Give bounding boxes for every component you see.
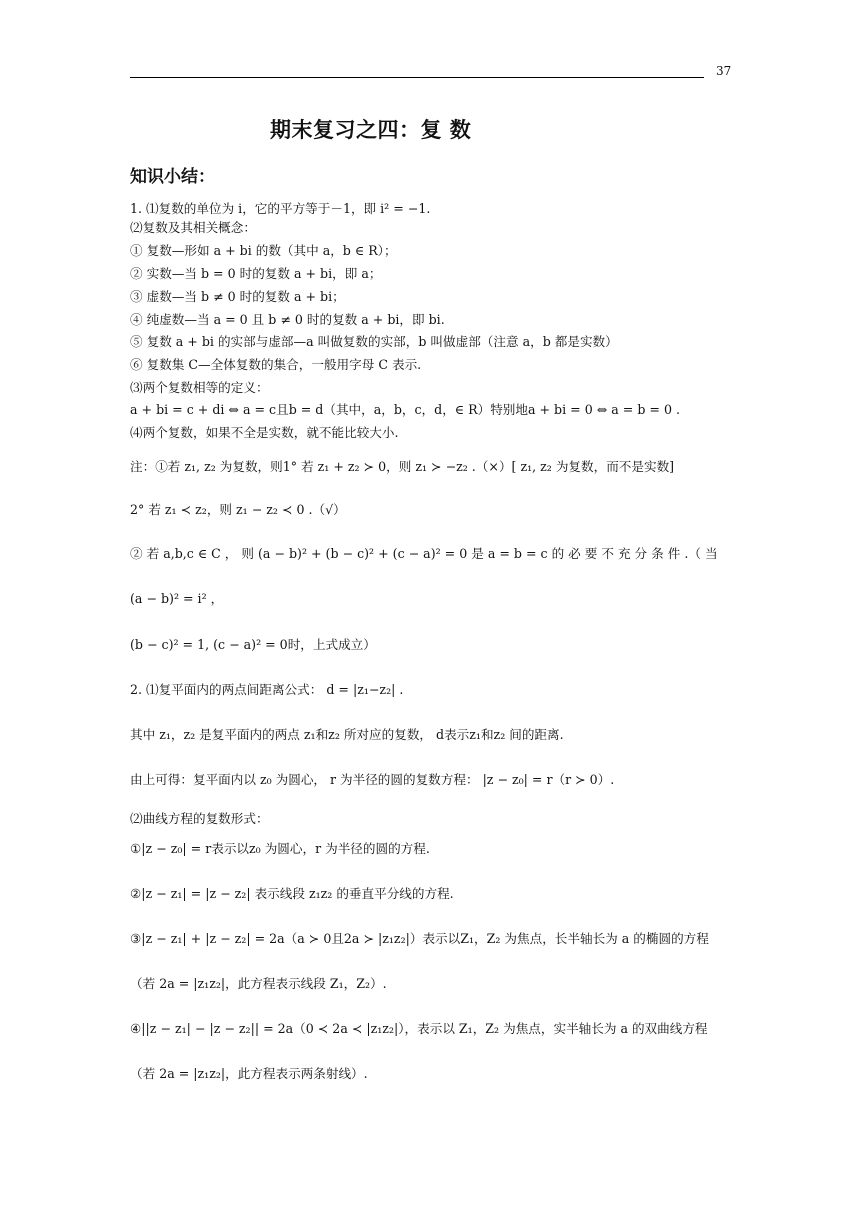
text-line: 2° 若 z₁ ≺ z₂，则 z₁ − z₂ ≺ 0 .（√） [130, 502, 346, 517]
text-line: ② 实数—当 b = 0 时的复数 a + bi，即 a； [130, 266, 382, 281]
text-line: ②|z − z₁| = |z − z₂| 表示线段 z₁z₂ 的垂直平分线的方程. [130, 886, 454, 901]
text-line: (a − b)² = i² ， [130, 591, 224, 606]
text-line: ③|z − z₁| + |z − z₂| = 2a（a ≻ 0且2a ≻ |z₁z₂|）表示以Z₁，Z₂ 为焦点，长半轴长为 a 的椭圆的方程 [130, 931, 709, 946]
text-line: ④||z − z₁| − |z − z₂|| = 2a（0 ≺ 2a ≺ |z₁z₂|），表示以 Z₁，Z₂ 为焦点，实半轴长为 a 的双曲线方程 [130, 1021, 708, 1036]
text-line: 注：①若 z₁, z₂ 为复数，则1° 若 z₁ + z₂ ≻ 0，则 z₁ ≻ −z₂ .（×）[ z₁, z₂ 为复数，而不是实数] [130, 459, 675, 474]
text-line: ⑵复数及其相关概念： [130, 220, 256, 235]
text-line: 其中 z₁，z₂ 是复平面内的两点 z₁和z₂ 所对应的复数， d表示z₁和z₂ 间的距离. [130, 727, 564, 742]
text-line: ⑶两个复数相等的定义： [130, 380, 269, 395]
text-line: ② 若 a,b,c ∈ C ， 则 (a − b)² + (b − c)² + (c − a)² = 0 是 a = b = c 的 必 要 不 充 分 条 件 .（ 当 [130, 546, 718, 561]
text-line: ③ 虚数—当 b ≠ 0 时的复数 a + bi； [130, 289, 345, 304]
text-line: ①|z − z₀| = r表示以z₀ 为圆心，r 为半径的圆的方程. [130, 841, 430, 856]
text-line: ④ 纯虚数—当 a = 0 且 b ≠ 0 时的复数 a + bi，即 bi. [130, 312, 445, 327]
page-title: 期末复习之四：复 数 [270, 118, 472, 142]
text-line: (b − c)² = 1, (c − a)² = 0时，上式成立） [130, 637, 376, 652]
text-line: 1. ⑴复数的单位为 i，它的平方等于－1，即 i² = −1. [130, 201, 431, 216]
text-line: ⑤ 复数 a + bi 的实部与虚部—a 叫做复数的实部，b 叫做虚部（注意 a，b 都是实数） [130, 334, 618, 349]
text-line: 2. ⑴复平面内的两点间距离公式： d = |z₁−z₂| . [130, 682, 404, 697]
page-number: 37 [716, 64, 732, 78]
text-line: ⑷两个复数，如果不全是实数，就不能比较大小. [130, 425, 399, 440]
text-line: ⑥ 复数集 C—全体复数的集合，一般用字母 C 表示. [130, 357, 422, 372]
text-line: ⑵曲线方程的复数形式： [130, 811, 269, 826]
text-line: （若 2a = |z₁z₂|，此方程表示线段 Z₁，Z₂）. [130, 976, 387, 991]
text-line: （若 2a = |z₁z₂|，此方程表示两条射线）. [130, 1066, 368, 1081]
text-line: 由上可得：复平面内以 z₀ 为圆心， r 为半径的圆的复数方程： |z − z₀| = r（r ≻ 0）. [130, 772, 615, 787]
section-heading: 知识小结： [130, 167, 215, 187]
text-line: a + bi = c + di ⇔ a = c且b = d（其中，a，b，c，d，∈ R）特别地a + bi = 0 ⇔ a = b = 0 . [130, 402, 680, 417]
text-line: ① 复数—形如 a + bi 的数（其中 a，b ∈ R）； [130, 243, 397, 258]
header-rule [130, 77, 704, 78]
